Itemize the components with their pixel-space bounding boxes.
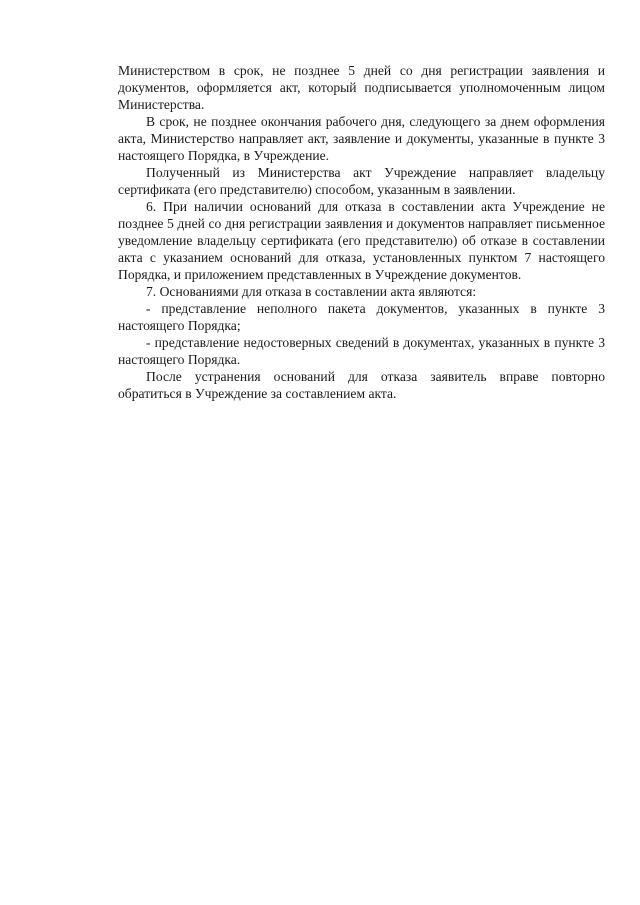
paragraph-act-delivery: Полученный из Министерства акт Учреждение направляет владельцу сертификата (его представителю) способом, указанным в заявлении. bbox=[118, 165, 605, 197]
paragraph-act-drafting: Министерством в срок, не позднее 5 дней со дня регистрации заявления и документов, оформляется акт, который подписывается уполномоченным лицом Министерства. bbox=[118, 63, 605, 112]
paragraph-refusal-notice: 6. При наличии оснований для отказа в составлении акта Учреждение не позднее 5 дней со дня регистрации заявления и документов направляет письменное уведомление владельцу сертификата (его представителю) об отказе в составлении акта с указанием оснований для отказа, установленных пунктом 7 настоящего Порядка, и приложением представленных в Учреждение документов. bbox=[118, 199, 605, 282]
paragraph-ground-incomplete: - представление неполного пакета документов, указанных в пункте 3 настоящего Порядка; bbox=[118, 301, 605, 333]
paragraph-reapply: После устранения оснований для отказа заявитель вправе повторно обратиться в Учреждение за составлением акта. bbox=[118, 369, 605, 401]
paragraph-ground-unreliable: - представление недостоверных сведений в документах, указанных в пункте 3 настоящего Порядка. bbox=[118, 335, 605, 367]
document-body bbox=[118, 62, 605, 402]
paragraph-refusal-grounds-heading: 7. Основаниями для отказа в составлении акта являются: bbox=[146, 284, 477, 299]
paragraph-act-sending: В срок, не позднее окончания рабочего дня, следующего за днем оформления акта, Министерство направляет акт, заявление и документы, указанные в пункте 3 настоящего Порядка, в Учреждение. bbox=[118, 114, 605, 163]
